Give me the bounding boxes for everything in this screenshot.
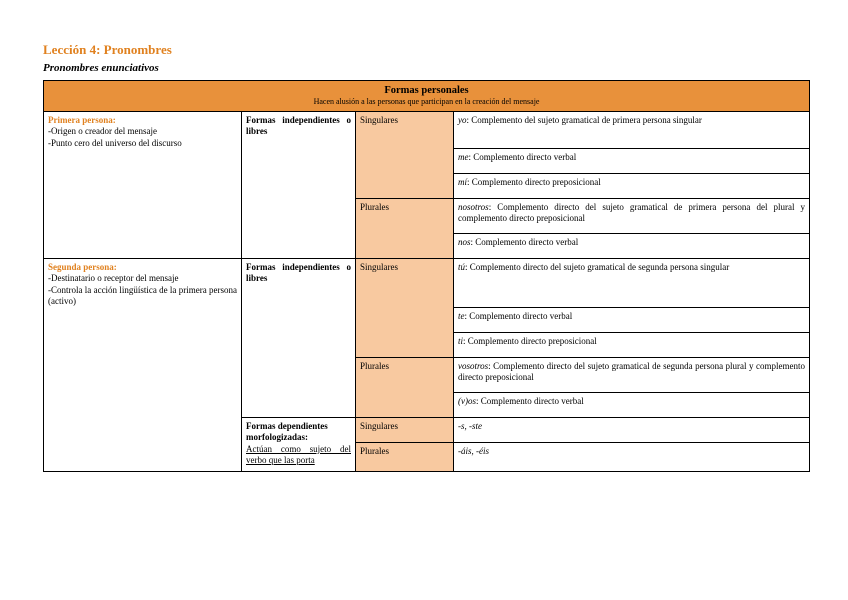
dependent-forms-cell <box>242 418 356 472</box>
definition-cell <box>454 333 810 358</box>
pronoun-form: nos <box>458 237 471 247</box>
first-person-cell <box>44 112 242 259</box>
pronoun-form: vosotros <box>458 361 489 371</box>
table-row <box>44 112 810 149</box>
pronoun-definition: : Complemento directo del sujeto gramatical de primera persona del plural y complemento directo preposicional <box>458 202 806 224</box>
definition-cell <box>454 174 810 199</box>
table-header-title: Formas personales <box>384 85 469 96</box>
pronoun-definition: : Complemento directo preposicional <box>463 336 597 346</box>
second-person-line: -Destinatario o receptor del mensaje <box>48 273 179 284</box>
definition-cell <box>454 234 810 259</box>
pronoun-definition: : Complemento directo verbal <box>470 237 579 247</box>
page-title: Lección 4: Pronombres <box>43 42 172 57</box>
second-person-plurales-label: Plurales <box>356 358 454 418</box>
pronoun-definition: : Complemento directo del sujeto gramatical de segunda persona plural y complemento directo preposicional <box>458 361 806 383</box>
pronoun-form: tú <box>458 262 466 272</box>
table-row <box>44 259 810 308</box>
pronoun-definition: : Complemento directo verbal <box>476 396 584 406</box>
second-person-title: Segunda persona: <box>48 262 117 272</box>
dependent-plurales-label: Plurales <box>356 443 454 472</box>
pronoun-definition: : Complemento directo del sujeto gramatical de segunda persona singular <box>465 262 730 272</box>
pronoun-form: me <box>458 152 469 162</box>
second-person-singulares-label: Singulares <box>356 259 454 358</box>
pronoun-definition: : Complemento directo preposicional <box>467 177 601 187</box>
dependent-forms-note: Actúan como sujeto del verbo que las porta <box>246 443 351 465</box>
definition-cell <box>454 112 810 149</box>
dependent-singulares-label: Singulares <box>356 418 454 443</box>
dependent-forms-label: Formas dependientes morfologizadas: <box>246 421 328 443</box>
second-person-line: -Controla la acción lingüística de la primera persona (activo) <box>48 284 237 306</box>
pronouns-table <box>43 80 810 472</box>
dependent-singular-forms: -s, -ste <box>454 418 810 443</box>
pronoun-definition: : Complemento del sujeto gramatical de primera persona singular <box>466 115 702 125</box>
table-header <box>44 81 810 112</box>
pronoun-form: nosotros <box>458 202 489 212</box>
pronoun-definition: : Complemento directo verbal <box>464 311 573 321</box>
definition-cell <box>454 199 810 234</box>
table-header-subtitle: Hacen alusión a las personas que participan en la creación del mensaje <box>313 97 540 107</box>
definition-cell <box>454 308 810 333</box>
pronoun-form: te <box>458 311 465 321</box>
first-person-line: -Punto cero del universo del discurso <box>48 137 182 148</box>
pronoun-form: yo <box>458 115 467 125</box>
second-person-forms-label: Formas independientes o libres <box>242 259 356 418</box>
first-person-line: -Origen o creador del mensaje <box>48 126 157 137</box>
pronoun-definition: : Complemento directo verbal <box>468 152 577 162</box>
first-person-singulares-label: Singulares <box>356 112 454 199</box>
definition-cell <box>454 358 810 393</box>
definition-cell <box>454 393 810 418</box>
pronoun-form: mí <box>458 177 467 187</box>
definition-cell <box>454 259 810 308</box>
page-subtitle: Pronombres enunciativos <box>43 62 159 74</box>
pronoun-form: (v)os <box>458 396 476 406</box>
dependent-plural-forms: -áis, -éis <box>454 443 810 472</box>
table-header-row <box>44 81 810 112</box>
first-person-plurales-label: Plurales <box>356 199 454 259</box>
pronoun-form: ti <box>458 336 464 346</box>
first-person-title: Primera persona: <box>48 115 116 125</box>
first-person-forms-label: Formas independientes o libres <box>242 112 356 259</box>
second-person-cell <box>44 259 242 472</box>
definition-cell <box>454 149 810 174</box>
